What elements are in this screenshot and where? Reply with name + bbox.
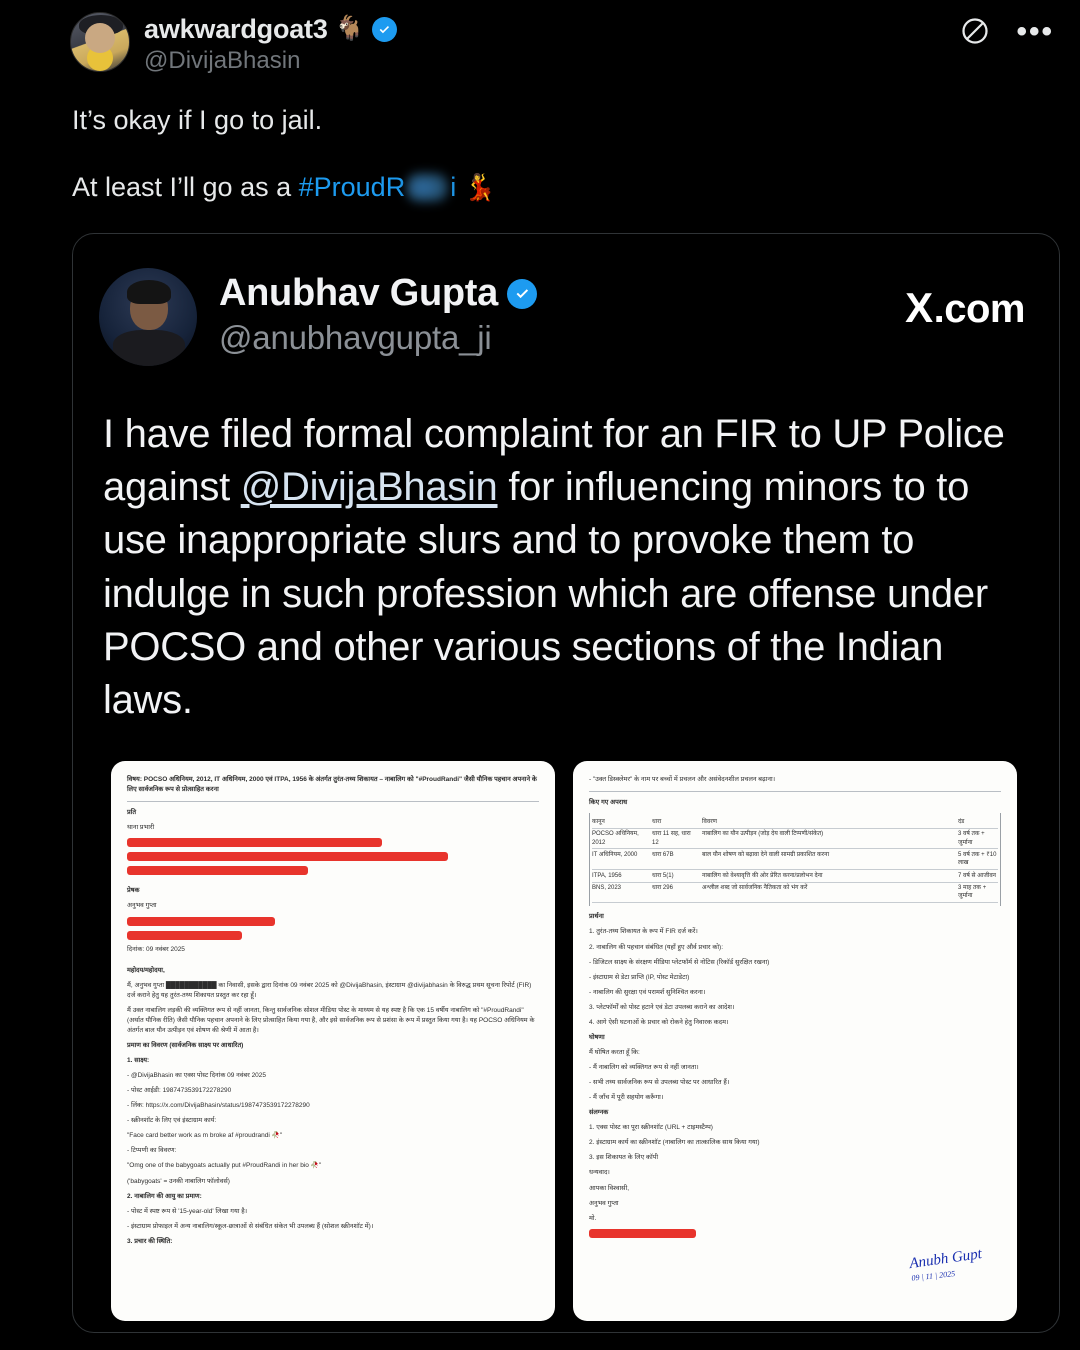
doc2-attachment-0: 1. एक्स पोस्ट का पूरा स्क्रीनशॉट (URL + टाइमस्टैम्प): [589, 1124, 713, 1132]
quoted-tweet-header: [99, 268, 1029, 366]
avatar-body-shape: [113, 330, 185, 366]
table-cell-section: धारा 5(1): [652, 872, 674, 879]
table-cell-penalty: 7 वर्ष से आजीवन: [958, 872, 997, 879]
table-cell-section: धारा 67B: [652, 851, 674, 858]
x-logo-icon: X: [905, 284, 933, 331]
doc1-subject: विषय: POCSO अधिनियम, 2012, IT अधिनियम, 2000 एवं ITPA, 1956 के अंतर्गत तुरंत-तथ्य शिकायत – नाबालिग को "#ProudRandi" जैसी यौनिक पहचान अपनाने के लिए सार्वजनिक रूप से प्रोत्साहित करना: [127, 776, 537, 794]
doc2-redaction-phone: [589, 1229, 696, 1238]
doc2-attachment-1: 2. इंस्टाग्राम कार्य का स्क्रीनशॉट (नाबालिग का तात्कालिक साथ किया गया): [589, 1139, 760, 1147]
doc1-item-1-line-1: - पोस्ट आईडी: 1987473539172278290: [127, 1087, 232, 1095]
doc2-declaration-0: मैं घोषित करता हूँ कि:: [589, 1048, 640, 1056]
table-cell-section: धारा 11 सह, धारा 12: [652, 831, 691, 846]
doc2-attachment-2: 3. इस शिकायत के लिए कॉपी: [589, 1154, 659, 1162]
doc1-item-1-line-2: - लिंक: https://x.com/DivijaBhasin/status/1987473539172278290: [127, 1102, 310, 1110]
table-cell-desc: नाबालिग को वेश्यावृत्ति की ओर प्रेरित करना/प्रलोभन देना: [702, 872, 823, 879]
quoted-account-handle[interactable]: @anubhavgupta_ji: [219, 319, 492, 356]
table-header-cell-0: कानून: [592, 818, 605, 825]
mention-link[interactable]: @DivijaBhasin: [240, 465, 498, 510]
table-row: [592, 849, 998, 870]
avatar-hair-shape: [127, 280, 171, 304]
doc1-item-2-heading: 2. नाबालिग की आयु का प्रमाण:: [127, 1192, 202, 1200]
display-name-row: [144, 14, 397, 44]
doc1-evidence-heading: प्रमाण का विवरण (सार्वजनिक साक्ष्य पर आधारित): [127, 1041, 244, 1049]
document-page-2[interactable]: [573, 761, 1017, 1321]
display-name: awkwardgoat3: [144, 14, 328, 44]
doc1-salutation: महोदय/महोदया,: [127, 966, 165, 974]
signature-date: 09 | 11 | 2025: [911, 1269, 956, 1283]
quoted-tweet-text: [99, 366, 1029, 727]
table-cell-penalty: 3 वर्ष तक + जुर्माना: [958, 831, 985, 846]
verified-badge-icon: [507, 279, 537, 309]
doc1-item-1-line-5: - टिप्पणी का विवरण:: [127, 1147, 177, 1155]
quoted-text-part-2: for influencing minors to to use inappropriate slurs and to provoke them to indulge in such profession which are offense under POCSO and other various sections of the Indian laws.: [103, 465, 988, 722]
doc2-attachments-heading: संलग्नक: [589, 1109, 609, 1117]
doc2-request-0: 1. तुरंत-तथ्य शिकायत के रूप में FIR दर्ज करें।: [589, 928, 698, 936]
source-watermark: [905, 284, 1025, 332]
table-header-cell-1: धारा: [652, 818, 662, 825]
quoted-tweet-content: [73, 234, 1059, 1321]
doc2-request-3: - इंस्टाग्राम से डेटा प्राप्ति (IP, पोस्ट मेटाडेटा): [589, 973, 690, 981]
doc2-declaration-1: - मैं नाबालिग को व्यक्तिगत रूप से नहीं जानता।: [589, 1064, 699, 1071]
doc1-divider: [127, 801, 539, 802]
doc1-para-1: मैं, अनुभव गुप्ता ███████████ का निवासी, इसके द्वारा दिनांक 09 नवंबर 2025 को @DivijaBhasin, इंस्टाग्राम @divijabhasin के विरुद्ध प्रथम सूचना रिपोर्ट (FIR) दर्ज कराने हेतु यह तुरंत-तथ्य शिकायत प्रस्तुत कर रहा हूँ।: [127, 981, 532, 999]
doc1-to-value: थाना प्रभारी: [127, 824, 155, 832]
table-cell-law: IT अधिनियम, 2000: [592, 851, 638, 858]
doc1-item-3-heading: 3. प्रचार की स्थिति:: [127, 1237, 173, 1245]
table-header-cell-2: विवरण: [702, 818, 718, 825]
tweet-line-1: It’s okay if I go to jail.: [72, 105, 323, 135]
dancer-emoji-icon: 💃: [463, 171, 497, 202]
quoted-author-info: [219, 268, 537, 357]
doc1-redaction-5: [127, 931, 242, 940]
table-header-row: [592, 816, 998, 828]
doc2-top-note: - "उक्त डिस्क्लेमर" के नाम पर बच्चों में प्रचलन और असंवेदनशील प्रचलन बढ़ाना।: [589, 776, 776, 784]
hashtag-blurred: [405, 167, 450, 208]
doc2-request-4: - नाबालिग की सुरक्षा एवं परामर्श सुनिश्चित करना।: [589, 988, 706, 996]
table-cell-penalty: 3 माह तक + जुर्माना: [958, 885, 987, 900]
table-cell-law: BNS, 2023: [592, 885, 622, 892]
hashtag-suffix: i: [450, 171, 457, 202]
handwritten-signature: [908, 1246, 984, 1284]
table-cell-desc: नाबालिग का यौन उत्पीड़न (जोड़ देय वाली टिप्पणी/संकेत): [702, 831, 824, 838]
doc1-redaction-3: [127, 866, 308, 875]
verified-badge-icon: [372, 17, 397, 42]
no-ads-icon[interactable]: [960, 16, 990, 46]
account-handle[interactable]: @DivijaBhasin: [144, 47, 301, 75]
doc1-item-2-line-0: - पोस्ट में स्पष्ट रूप से '15-year-old' लिखा गया है।: [127, 1207, 248, 1215]
attached-document-images: [99, 727, 1029, 1321]
doc2-declaration-heading: घोषणा: [589, 1033, 605, 1041]
quoted-text-part-1: I have filed formal complaint for an FIR to UP Police against: [103, 412, 1005, 510]
doc2-signer-name: अनुभव गुप्ता: [589, 1199, 619, 1207]
doc2-declaration-3: - मैं जाँच में पूरी सहयोग करूँगा।: [589, 1094, 664, 1102]
doc1-redaction-4: [127, 917, 275, 926]
quoted-avatar[interactable]: [99, 268, 197, 366]
more-options-icon[interactable]: •••: [1016, 14, 1054, 48]
table-cell-law: POCSO अधिनियम, 2012: [592, 831, 639, 846]
quoted-display-name: Anubhav Gupta: [219, 272, 498, 314]
source-domain-suffix: .com: [933, 287, 1025, 331]
doc1-item-1-line-4: "Face card better work as m broke af #proudrandi 🥀": [127, 1132, 283, 1140]
doc2-request-1: 2. नाबालिग की पहचान संबंधित (यहाँ हुए और्व प्रचार को):: [589, 943, 724, 951]
table-header-cell-3: दंड: [958, 818, 965, 825]
header-actions: [960, 16, 1054, 46]
table-cell-desc: बाल यौन शोषण को बढ़ावा देने वाली सामग्री प्रकाशित करना: [702, 851, 830, 858]
doc2-request-5: 3. प्लेटफॉर्मों को पोस्ट हटाने एवं डेटा उपलब्ध कराने का आदेश।: [589, 1003, 735, 1011]
doc1-to-label: प्रति: [127, 809, 137, 817]
table-cell-law: ITPA, 1956: [592, 872, 622, 879]
doc2-divider: [589, 791, 1001, 792]
document-page-1[interactable]: [111, 761, 555, 1321]
goat-emoji-icon: 🐐: [334, 14, 365, 42]
author-info: [144, 12, 397, 75]
table-row: [592, 829, 998, 850]
table-cell-penalty: 5 वर्ष तक + ₹10 लाख: [958, 851, 997, 867]
avatar[interactable]: [70, 12, 130, 72]
table-cell-section: धारा 296: [652, 885, 673, 892]
hashtag-visible: #ProudR: [298, 171, 406, 202]
tweet-line-2: [72, 167, 1050, 208]
doc2-phone-label: मो.: [589, 1214, 597, 1222]
quoted-tweet-card[interactable]: [72, 233, 1060, 1333]
doc1-item-1-line-3: - स्क्रीनशॉट के लिए एवं इंस्टाग्राम कार्य:: [127, 1117, 217, 1125]
table-row: [592, 883, 998, 904]
table-row: [592, 870, 998, 882]
quoted-display-name-row: [219, 272, 537, 315]
doc1-from-label: प्रेषक: [127, 887, 140, 895]
tweet-header: [0, 0, 1080, 92]
tweet-text: [0, 92, 1080, 207]
doc1-redaction-1: [127, 838, 382, 847]
doc1-item-1-line-7: ('babygoats' = उनकी नाबालिग फॉलोवर्स): [127, 1177, 230, 1185]
doc1-from-value: अनुभव गुप्ता: [127, 902, 157, 910]
doc1-date: दिनांक: 09 नवंबर 2025: [127, 945, 185, 953]
tweet-line-2-prefix: At least I’ll go as a: [72, 171, 299, 202]
doc1-para-2: मैं उक्त नाबालिग लड़की की व्यक्तिगत रूप से नहीं जानता, किन्तु सार्वजनिक सोशल मीडिया पोस्ट के माध्यम से यह स्पष्ट है कि एक 15 वर्षीय नाबालिग को "#ProudRandi" (अर्थात यौनिक रीति) जैसी यौनिक पहचान अपनाने के लिए प्रोत्साहित किया गया है, और इसे सार्वजनिक रूप से प्रशंसा के रूप में प्रस्तुत किया गया है। यह POCSO अधिनियम के अंतर्गत बाल यौन उत्पीड़न एवं शोषण की श्रेणी में आता है।: [127, 1006, 535, 1034]
doc1-redaction-2: [127, 852, 448, 861]
hashtag-link[interactable]: [299, 172, 457, 202]
doc2-request-2: - डिजिटल साक्ष्य के संरक्षण मीडिया प्लेटफॉर्म से नोटिस (रिकॉर्ड सुरक्षित रखना): [589, 958, 770, 966]
doc2-offence-table: [589, 813, 1001, 906]
table-cell-desc: अश्लील शब्द जो सार्वजनिक नैतिकता को भंग करें: [702, 885, 808, 892]
doc2-sections-heading: किए गए अपराध: [589, 799, 628, 807]
doc2-thanks: धन्यवाद।: [589, 1169, 610, 1177]
doc2-signer-label: आपका विश्वासी,: [589, 1184, 630, 1192]
doc1-item-1-line-6: "Omg one of the babygoats actually put #ProudRandi in her bio 🥀": [127, 1162, 322, 1170]
signature-name: Anubh Gupt: [908, 1246, 983, 1273]
doc1-item-1-line-0: - @DivijaBhasin का एक्स पोस्ट दिनांक 09 नवंबर 2025: [127, 1072, 267, 1080]
doc2-request-heading: प्रार्थना: [589, 913, 604, 921]
doc1-item-1-heading: 1. साक्ष्य:: [127, 1057, 150, 1064]
doc2-request-6: 4. आगे ऐसी घटनाओं के प्रचार को रोकने हेतु निवारक कदम।: [589, 1018, 729, 1026]
doc2-declaration-2: - सभी तथ्य सार्वजनिक रूप से उपलब्ध पोस्ट पर आधारित हैं।: [589, 1079, 730, 1087]
doc1-item-2-line-1: - इंस्टाग्राम प्रोफाइल में अन्य नाबालिग/स्कूल-छात्राओं से संबंधित संकेत भी उपलब्ध हैं (सोशल स्क्रीनशॉट में)।: [127, 1222, 374, 1230]
